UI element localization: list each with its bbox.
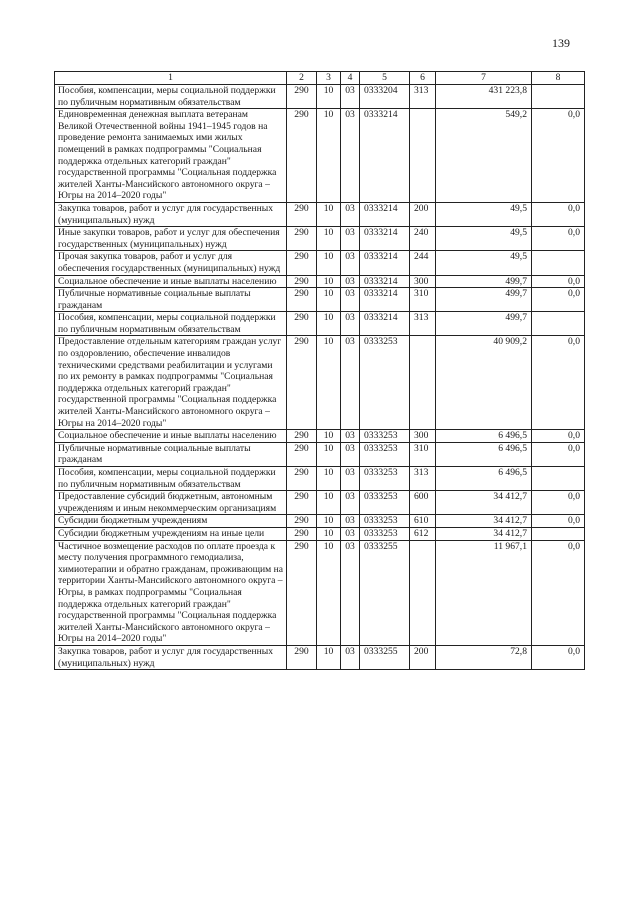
target-article-cell: 0333214 (360, 109, 410, 203)
expense-name-cell: Субсидии бюджетным учреждениям на иные цели (55, 527, 287, 540)
expense-type-cell: 313 (410, 312, 436, 336)
table-row (55, 540, 585, 645)
expense-name-cell: Частичное возмещение расходов по оплате проезда к месту получения программного гемодиализа, химиотерапии и обратно гражданам, проживающим на территории Ханты-Мансийского автономного округа – Югры, в рамках подпрограммы "Социальная поддержка отдельных категорий граждан" государственной программы "Социальная поддержка жителей Ханты-Мансийского автономного округа – Югры на 2014–2020 годы" (55, 540, 287, 645)
subsection-cell: 03 (341, 202, 360, 226)
section-cell: 10 (317, 85, 341, 109)
subsection-cell: 03 (341, 430, 360, 443)
subsection-cell: 03 (341, 336, 360, 430)
target-article-cell: 0333214 (360, 227, 410, 251)
subsection-cell: 03 (341, 251, 360, 275)
ministry-code-cell: 290 (287, 336, 317, 430)
expense-type-cell: 310 (410, 442, 436, 466)
ministry-code-cell: 290 (287, 515, 317, 528)
table-row (55, 336, 585, 430)
subsection-cell: 03 (341, 275, 360, 288)
table-header-row (55, 72, 585, 85)
table-row (55, 109, 585, 203)
expense-type-cell: 600 (410, 491, 436, 515)
section-cell: 10 (317, 336, 341, 430)
column-header: 8 (532, 72, 585, 85)
ministry-code-cell: 290 (287, 109, 317, 203)
table-row (55, 645, 585, 669)
expense-name-cell: Субсидии бюджетным учреждениям (55, 515, 287, 528)
target-article-cell: 0333214 (360, 251, 410, 275)
subsection-cell: 03 (341, 467, 360, 491)
amount-2-cell: 0,0 (532, 275, 585, 288)
table-row (55, 288, 585, 312)
table-row (55, 491, 585, 515)
table-row (55, 527, 585, 540)
expense-name-cell: Предоставление субсидий бюджетным, автономным учреждениям и иным некоммерческим организациям (55, 491, 287, 515)
amount-2-cell: 0,0 (532, 645, 585, 669)
target-article-cell: 0333253 (360, 527, 410, 540)
table-row (55, 515, 585, 528)
page-number: 139 (552, 36, 570, 50)
subsection-cell: 03 (341, 442, 360, 466)
subsection-cell: 03 (341, 540, 360, 645)
ministry-code-cell: 290 (287, 312, 317, 336)
expense-type-cell (410, 540, 436, 645)
ministry-code-cell: 290 (287, 467, 317, 491)
table-row (55, 430, 585, 443)
expense-type-cell: 313 (410, 85, 436, 109)
section-cell: 10 (317, 275, 341, 288)
subsection-cell: 03 (341, 645, 360, 669)
expense-type-cell: 200 (410, 645, 436, 669)
table-row (55, 202, 585, 226)
expense-name-cell: Закупка товаров, работ и услуг для государственных (муниципальных) нужд (55, 645, 287, 669)
target-article-cell: 0333253 (360, 430, 410, 443)
table-row (55, 227, 585, 251)
expense-type-cell: 200 (410, 202, 436, 226)
amount-2-cell: 0,0 (532, 227, 585, 251)
ministry-code-cell: 290 (287, 202, 317, 226)
amount-cell: 6 496,5 (436, 442, 532, 466)
section-cell: 10 (317, 645, 341, 669)
section-cell: 10 (317, 527, 341, 540)
amount-2-cell: 0,0 (532, 540, 585, 645)
expense-name-cell: Социальное обеспечение и иные выплаты населению (55, 275, 287, 288)
ministry-code-cell: 290 (287, 251, 317, 275)
expense-type-cell: 240 (410, 227, 436, 251)
target-article-cell: 0333214 (360, 312, 410, 336)
section-cell: 10 (317, 312, 341, 336)
expense-type-cell (410, 109, 436, 203)
ministry-code-cell: 290 (287, 527, 317, 540)
target-article-cell: 0333253 (360, 467, 410, 491)
target-article-cell: 0333253 (360, 515, 410, 528)
amount-2-cell (532, 85, 585, 109)
amount-2-cell: 0,0 (532, 336, 585, 430)
column-header: 5 (360, 72, 410, 85)
section-cell: 10 (317, 227, 341, 251)
amount-2-cell (532, 251, 585, 275)
amount-cell: 11 967,1 (436, 540, 532, 645)
expense-type-cell: 300 (410, 275, 436, 288)
section-cell: 10 (317, 515, 341, 528)
target-article-cell: 0333253 (360, 491, 410, 515)
ministry-code-cell: 290 (287, 442, 317, 466)
expense-type-cell: 310 (410, 288, 436, 312)
amount-2-cell (532, 467, 585, 491)
section-cell: 10 (317, 430, 341, 443)
target-article-cell: 0333253 (360, 442, 410, 466)
expense-name-cell: Пособия, компенсации, меры социальной поддержки по публичным нормативным обязательствам (55, 312, 287, 336)
subsection-cell: 03 (341, 227, 360, 251)
ministry-code-cell: 290 (287, 540, 317, 645)
table-row (55, 467, 585, 491)
target-article-cell: 0333253 (360, 336, 410, 430)
subsection-cell: 03 (341, 85, 360, 109)
subsection-cell: 03 (341, 515, 360, 528)
column-header: 1 (55, 72, 287, 85)
expense-name-cell: Закупка товаров, работ и услуг для государственных (муниципальных) нужд (55, 202, 287, 226)
expense-name-cell: Социальное обеспечение и иные выплаты населению (55, 430, 287, 443)
subsection-cell: 03 (341, 109, 360, 203)
target-article-cell: 0333214 (360, 202, 410, 226)
amount-2-cell: 0,0 (532, 515, 585, 528)
section-cell: 10 (317, 202, 341, 226)
target-article-cell: 0333214 (360, 288, 410, 312)
amount-cell: 549,2 (436, 109, 532, 203)
amount-2-cell (532, 312, 585, 336)
expense-name-cell: Прочая закупка товаров, работ и услуг для обеспечения государственных (муниципальных) нужд (55, 251, 287, 275)
amount-2-cell: 0,0 (532, 288, 585, 312)
amount-cell: 6 496,5 (436, 467, 532, 491)
amount-cell: 34 412,7 (436, 527, 532, 540)
target-article-cell: 0333255 (360, 645, 410, 669)
ministry-code-cell: 290 (287, 430, 317, 443)
amount-cell: 49,5 (436, 251, 532, 275)
amount-cell: 34 412,7 (436, 515, 532, 528)
subsection-cell: 03 (341, 527, 360, 540)
expense-name-cell: Единовременная денежная выплата ветеранам Великой Отечественной войны 1941–1945 годов на проведение ремонта занимаемых ими жилых помещений в рамках подпрограммы "Социальная поддержка отдельных категорий граждан" государственной программы "Социальная поддержка жителей Ханты-Мансийского автономного округа – Югры на 2014–2020 годы" (55, 109, 287, 203)
ministry-code-cell: 290 (287, 275, 317, 288)
budget-table (54, 71, 585, 670)
expense-name-cell: Пособия, компенсации, меры социальной поддержки по публичным нормативным обязательствам (55, 467, 287, 491)
expense-type-cell: 610 (410, 515, 436, 528)
column-header: 4 (341, 72, 360, 85)
amount-2-cell: 0,0 (532, 491, 585, 515)
expense-name-cell: Публичные нормативные социальные выплаты гражданам (55, 288, 287, 312)
amount-2-cell (532, 527, 585, 540)
expense-type-cell: 300 (410, 430, 436, 443)
expense-type-cell: 244 (410, 251, 436, 275)
table-row (55, 312, 585, 336)
expense-name-cell: Публичные нормативные социальные выплаты гражданам (55, 442, 287, 466)
section-cell: 10 (317, 467, 341, 491)
expense-type-cell: 612 (410, 527, 436, 540)
expense-type-cell: 313 (410, 467, 436, 491)
table-row (55, 442, 585, 466)
column-header: 6 (410, 72, 436, 85)
column-header: 2 (287, 72, 317, 85)
expense-type-cell (410, 336, 436, 430)
amount-2-cell: 0,0 (532, 430, 585, 443)
amount-cell: 431 223,8 (436, 85, 532, 109)
section-cell: 10 (317, 288, 341, 312)
expense-name-cell: Иные закупки товаров, работ и услуг для обеспечения государственных (муниципальных) нужд (55, 227, 287, 251)
expense-name-cell: Пособия, компенсации, меры социальной поддержки по публичным нормативным обязательствам (55, 85, 287, 109)
target-article-cell: 0333214 (360, 275, 410, 288)
table-row (55, 85, 585, 109)
ministry-code-cell: 290 (287, 645, 317, 669)
amount-cell: 72,8 (436, 645, 532, 669)
subsection-cell: 03 (341, 491, 360, 515)
subsection-cell: 03 (341, 312, 360, 336)
amount-2-cell: 0,0 (532, 109, 585, 203)
table-row (55, 251, 585, 275)
amount-cell: 499,7 (436, 288, 532, 312)
table-row (55, 275, 585, 288)
column-header: 7 (436, 72, 532, 85)
section-cell: 10 (317, 442, 341, 466)
column-header: 3 (317, 72, 341, 85)
expense-name-cell: Предоставление отдельным категориям граждан услуг по оздоровлению, обеспечение инвалидов техническими средствами реабилитации и услугами по их ремонту в рамках подпрограммы "Социальная поддержка отдельных категорий граждан" государственной программы "Социальная поддержка жителей Ханты-Мансийского автономного округа – Югры на 2014–2020 годы" (55, 336, 287, 430)
amount-cell: 40 909,2 (436, 336, 532, 430)
section-cell: 10 (317, 540, 341, 645)
ministry-code-cell: 290 (287, 288, 317, 312)
amount-2-cell: 0,0 (532, 202, 585, 226)
section-cell: 10 (317, 251, 341, 275)
amount-cell: 499,7 (436, 312, 532, 336)
target-article-cell: 0333204 (360, 85, 410, 109)
ministry-code-cell: 290 (287, 85, 317, 109)
amount-cell: 49,5 (436, 202, 532, 226)
amount-cell: 6 496,5 (436, 430, 532, 443)
section-cell: 10 (317, 491, 341, 515)
amount-cell: 34 412,7 (436, 491, 532, 515)
amount-cell: 499,7 (436, 275, 532, 288)
subsection-cell: 03 (341, 288, 360, 312)
section-cell: 10 (317, 109, 341, 203)
ministry-code-cell: 290 (287, 227, 317, 251)
amount-cell: 49,5 (436, 227, 532, 251)
amount-2-cell: 0,0 (532, 442, 585, 466)
target-article-cell: 0333255 (360, 540, 410, 645)
ministry-code-cell: 290 (287, 491, 317, 515)
